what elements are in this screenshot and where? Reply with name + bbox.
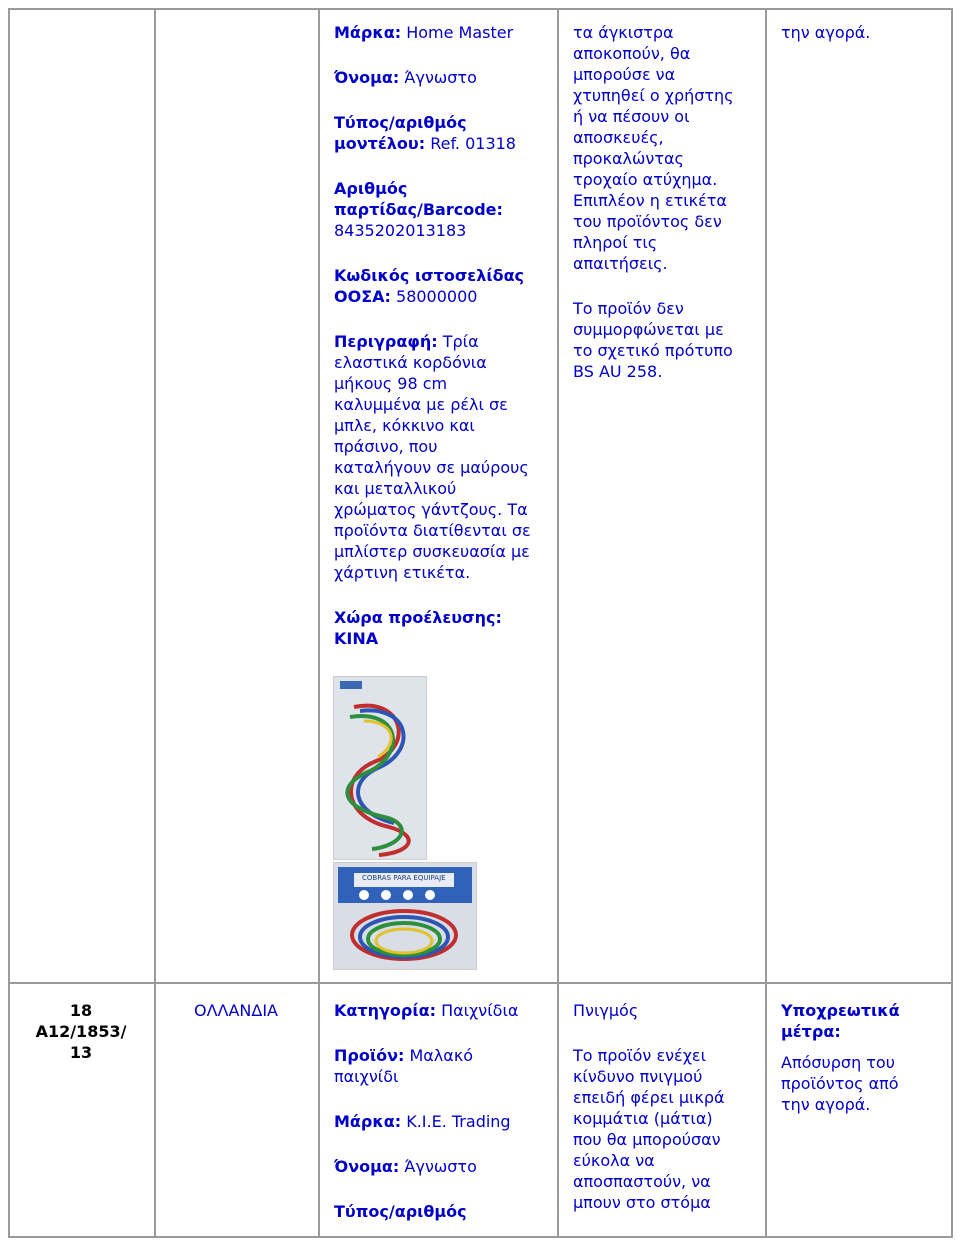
category-label: Κατηγορία: xyxy=(334,1001,436,1020)
brand-label: Μάρκα: xyxy=(334,23,402,42)
product-photo-bottom xyxy=(333,862,477,970)
name-value-2: Άγνωστο xyxy=(404,1157,477,1176)
risk-cell xyxy=(573,22,758,382)
risk-line: BS AU 258. xyxy=(573,362,663,381)
oecd-value: 58000000 xyxy=(396,287,478,306)
risk-line: τροχαίο ατύχημα. xyxy=(573,170,718,189)
column-divider xyxy=(318,8,320,1238)
description-line: μπλίστερ συσκευασία με xyxy=(334,542,530,561)
product-label: Προϊόν: xyxy=(334,1046,405,1065)
model-label-3: Τύπος/αριθμός xyxy=(334,1202,467,1221)
product-photo-top xyxy=(333,676,427,860)
measures-label-2: μέτρα: xyxy=(781,1022,841,1041)
risk-line: ή να πέσουν οι xyxy=(573,107,690,126)
risk-title: Πνιγμός xyxy=(573,1001,639,1020)
notification-number: A12/1853/ xyxy=(35,1022,127,1041)
column-divider xyxy=(765,8,767,1238)
risk-line: απαιτήσεις. xyxy=(573,254,668,273)
column-divider xyxy=(557,8,559,1238)
product-value: Μαλακό xyxy=(409,1046,474,1065)
column-divider xyxy=(154,8,156,1238)
description-line: καλυμμένα με ρέλι σε xyxy=(334,395,508,414)
risk-line: μπουν στο στόμα xyxy=(573,1193,711,1212)
product-value-2: παιχνίδι xyxy=(334,1067,399,1086)
description-line: καταλήγουν σε μαύρους xyxy=(334,458,529,477)
risk-line: αποσκευές, xyxy=(573,128,664,147)
description-line: και μεταλλικού xyxy=(334,479,457,498)
risk-line: Το προϊόν δεν xyxy=(573,299,684,318)
measures-line: την αγορά. xyxy=(781,1095,871,1114)
description-line: ελαστικά κορδόνια xyxy=(334,353,487,372)
risk-line: του προϊόντος δεν xyxy=(573,212,722,231)
model-label-2: μοντέλου: xyxy=(334,134,426,153)
description-label: Περιγραφή: xyxy=(334,332,438,351)
description-line: προϊόντα διατίθενται σε xyxy=(334,521,531,540)
description-line: πράσινο, που xyxy=(334,437,438,456)
risk-line: τα άγκιστρα xyxy=(573,23,674,42)
package-label: COBRAS PARA EQUIPAJE xyxy=(362,874,446,882)
oecd-label-2: ΟΟΣΑ: xyxy=(334,287,391,306)
risk-line: κομμάτια (μάτια) xyxy=(573,1109,713,1128)
notification-number: 13 xyxy=(69,1043,93,1062)
oecd-label: Κωδικός ιστοσελίδας xyxy=(334,266,525,285)
risk-cell-2 xyxy=(573,1000,758,1213)
brand-label-2: Μάρκα: xyxy=(334,1112,402,1131)
name-value: Άγνωστο xyxy=(404,68,477,87)
brand-value: Home Master xyxy=(406,23,514,42)
description-line: Τρία xyxy=(442,332,479,351)
batch-label-2: παρτίδας/Barcode: xyxy=(334,200,503,219)
description-line: μπλε, κόκκινο και xyxy=(334,416,475,435)
country-value: ΟΛΛΑΝΔΙΑ xyxy=(193,1001,278,1020)
risk-line: αποσπαστούν, να xyxy=(573,1172,711,1191)
risk-line: αποκοπούν, θα xyxy=(573,44,691,63)
measures-line: Απόσυρση του xyxy=(781,1053,895,1072)
risk-line: συμμορφώνεται με xyxy=(573,320,724,339)
batch-label: Αριθμός xyxy=(334,179,408,198)
origin-value: ΚΙΝΑ xyxy=(334,629,379,648)
notification-number: 18 xyxy=(69,1001,93,1020)
country-cell xyxy=(160,1000,312,1021)
brand-value-2: K.I.E. Trading xyxy=(406,1112,511,1131)
risk-line: εύκολα να xyxy=(573,1151,655,1170)
risk-line: μπορούσε να xyxy=(573,65,676,84)
measures-line: προϊόντος από xyxy=(781,1074,899,1093)
row-divider xyxy=(8,982,953,984)
description-line: μήκους 98 cm xyxy=(334,374,448,393)
model-value: Ref. 01318 xyxy=(430,134,516,153)
risk-line: που θα μπορούσαν xyxy=(573,1130,721,1149)
description-line: χρώματος γάντζους. Τα xyxy=(334,500,528,519)
risk-line: κίνδυνο πνιγμού xyxy=(573,1067,703,1086)
batch-value: 8435202013183 xyxy=(334,221,467,240)
risk-line: προκαλώντας xyxy=(573,149,684,168)
risk-line: χτυπηθεί ο χρήστης xyxy=(573,86,734,105)
measures-line: την αγορά. xyxy=(781,23,871,42)
measures-cell xyxy=(781,22,946,43)
risk-line: πληροί τις xyxy=(573,233,658,252)
name-label: Όνομα: xyxy=(334,68,400,87)
description-line: χάρτινη ετικέτα. xyxy=(334,563,471,582)
model-label: Τύπος/αριθμός xyxy=(334,113,467,132)
risk-line: Επιπλέον η ετικέτα xyxy=(573,191,727,210)
measures-cell-2 xyxy=(781,1000,946,1115)
origin-label: Χώρα προέλευσης: xyxy=(334,608,502,627)
risk-line: επειδή φέρει μικρά xyxy=(573,1088,725,1107)
product-details-cell-2 xyxy=(334,1000,554,1222)
name-label-2: Όνομα: xyxy=(334,1157,400,1176)
notification-number-cell xyxy=(14,1000,148,1063)
risk-line: το σχετικό πρότυπο xyxy=(573,341,733,360)
bungee-cords-image xyxy=(334,677,426,859)
product-details-cell xyxy=(334,22,554,649)
risk-line: Το προϊόν ενέχει xyxy=(573,1046,706,1065)
measures-label: Υποχρεωτικά xyxy=(781,1001,900,1020)
category-value: Παιχνίδια xyxy=(441,1001,519,1020)
